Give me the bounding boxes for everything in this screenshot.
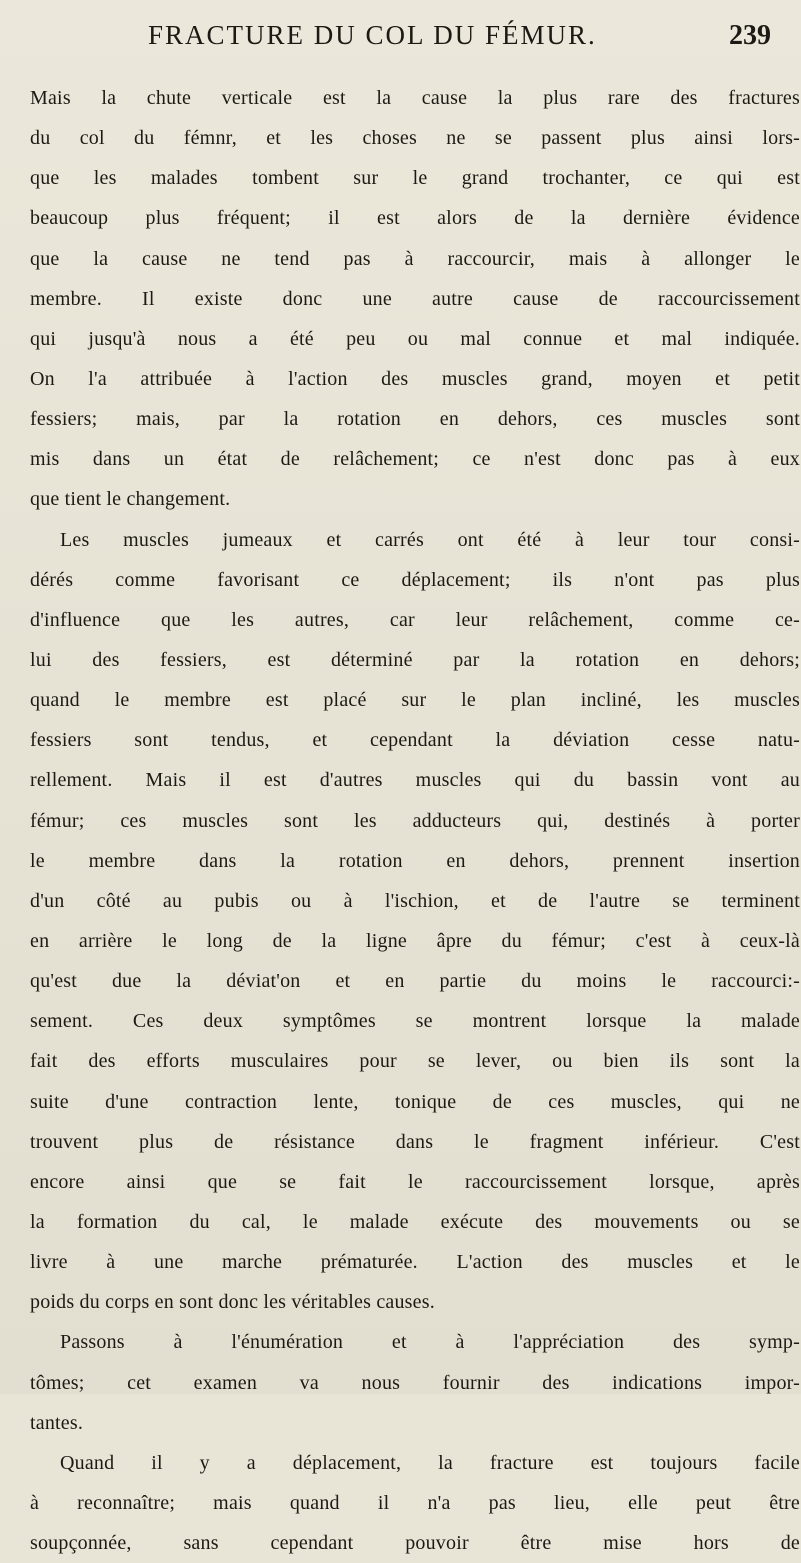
text-line: du col du fémnr, et les choses ne se passent plus ainsi lors- [30,127,800,150]
text-line: d'influence que les autres, car leur relâchement, comme ce- [30,608,800,631]
text-line: tômes; cet examen va nous fournir des indications impor- [30,1371,800,1394]
text-line: fessiers; mais, par la rotation en dehors, ces muscles sont [30,408,800,431]
text-line: que tient le changement. [30,488,231,511]
text-line: Quand il y a déplacement, la fracture est toujours facile [60,1451,800,1474]
text-line: livre à une marche prématurée. L'action des muscles et le [30,1251,800,1274]
text-line: beaucoup plus fréquent; il est alors de la dernière évidence [30,207,800,230]
text-line: que les malades tombent sur le grand trochanter, ce qui est [30,167,800,190]
text-line: poids du corps en sont donc les véritables causes. [30,1291,435,1314]
page-header [60,20,771,60]
text-line: lui des fessiers, est déterminé par la rotation en dehors; [30,648,800,671]
running-head: FRACTURE DU COL DU FÉMUR. [148,20,597,50]
text-line: qui jusqu'à nous a été peu ou mal connue et mal indiquée. [30,327,800,350]
text-line: fessiers sont tendus, et cependant la déviation cesse natu- [30,729,800,752]
text-line: qu'est due la déviat'on et en partie du moins le raccourci:- [30,970,800,993]
body-text [30,78,800,1563]
text-line: mis dans un état de relâchement; ce n'est donc pas à eux [30,448,800,471]
text-line: en arrière le long de la ligne âpre du fémur; c'est à ceux-là [30,929,800,952]
text-line: On l'a attribuée à l'action des muscles grand, moyen et petit [30,367,800,390]
text-line: fémur; ces muscles sont les adducteurs qui, destinés à porter [30,809,800,832]
text-line: rellement. Mais il est d'autres muscles qui du bassin vont au [30,769,800,792]
text-line: Les muscles jumeaux et carrés ont été à leur tour consi- [60,528,800,551]
text-line: encore ainsi que se fait le raccourcissement lorsque, après [30,1170,800,1193]
text-line: tantes. [30,1411,84,1434]
text-line: quand le membre est placé sur le plan incliné, les muscles [30,689,800,712]
text-line: dérés comme favorisant ce déplacement; ils n'ont pas plus [30,568,800,591]
text-line: d'un côté au pubis ou à l'ischion, et de l'autre se terminent [30,889,800,912]
page-number: 239 [729,20,771,51]
text-line: suite d'une contraction lente, tonique de ces muscles, qui ne [30,1090,800,1113]
text-line: Passons à l'énumération et à l'appréciation des symp- [60,1331,800,1354]
text-line: à reconnaître; mais quand il n'a pas lieu, elle peut être [30,1491,800,1514]
text-line: fait des efforts musculaires pour se lever, ou bien ils sont la [30,1050,800,1073]
text-line: le membre dans la rotation en dehors, prennent insertion [30,849,800,872]
text-line: la formation du cal, le malade exécute des mouvements ou se [30,1210,800,1233]
text-line: soupçonnée, sans cependant pouvoir être mise hors de [30,1532,800,1555]
text-line: Mais la chute verticale est la cause la plus rare des fractures [30,87,800,109]
text-line: trouvent plus de résistance dans le fragment inférieur. C'est [30,1130,800,1153]
text-line: membre. Il existe donc une autre cause de raccourcissement [30,287,800,310]
text-line: sement. Ces deux symptômes se montrent lorsque la malade [30,1010,800,1033]
text-line: que la cause ne tend pas à raccourcir, mais à allonger le [30,247,800,270]
